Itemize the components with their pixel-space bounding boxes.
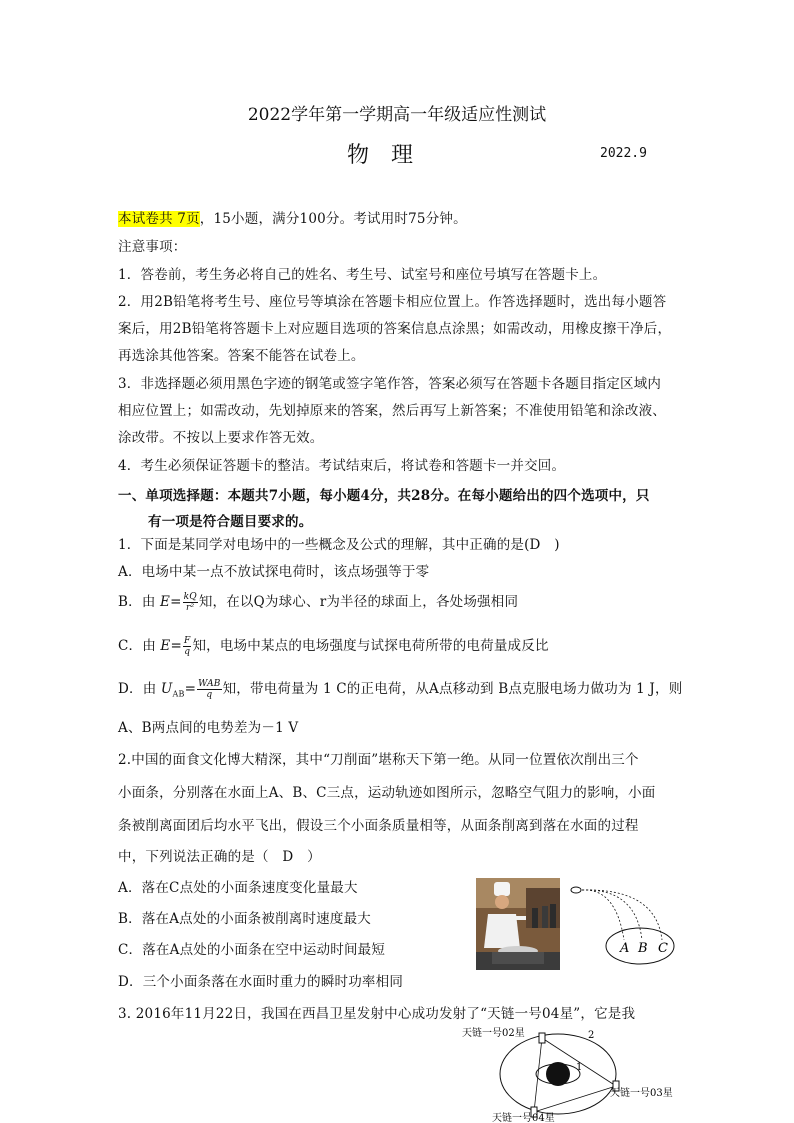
q1-option-d: D．由 $U_{AB}=$ $\frac{\text{WAB}}{q}$ 知，带电荷量为 1 C的正电荷，从A点移动到 B点克服电场力做功为 1 J，则 bbox=[118, 679, 683, 700]
highlighted-text: 本试卷共 7页 bbox=[118, 211, 200, 227]
q2-line4: 中，下列说法正确的是（ D ） bbox=[118, 849, 321, 865]
sat-04-label: 天链一号04星 bbox=[492, 1113, 555, 1123]
q3-line1: 3. 2016年11月22日，我国在西昌卫星发射中心成功发射了“天链一号04星”，它是我 bbox=[118, 1006, 636, 1022]
point-a-label: A bbox=[620, 941, 630, 956]
sat-02-label: 天链一号02星 bbox=[462, 1028, 525, 1039]
note-2-line3: 再选涂其他答案。答案不能答在试卷上。 bbox=[118, 348, 365, 364]
note-3-line3: 涂改带。不按以上要求作答无效。 bbox=[118, 430, 324, 446]
section-heading-line2: 有一项是符合题目要求的。 bbox=[148, 514, 313, 530]
q2-option-b: B．落在A点处的小面条被削离时速度最大 bbox=[118, 911, 371, 927]
point-c-label: C bbox=[658, 941, 668, 956]
note-4: 4．考生必须保证答题卡的整洁。考试结束后，将试卷和答题卡一并交回。 bbox=[118, 458, 566, 474]
intro-line bbox=[118, 207, 467, 227]
section-heading-line1: 一、单项选择题：本题共7小题，每小题4分，共28分。在每小题给出的四个选项中，只 bbox=[118, 488, 650, 504]
q2-option-a: A．落在C点处的小面条速度变化量最大 bbox=[118, 880, 358, 896]
q2-line1: 2.中国的面食文化博大精深，其中“刀削面”堪称天下第一绝。从同一位置依次削出三个 bbox=[118, 752, 639, 768]
q2-option-d: D．三个小面条落在水面时重力的瞬时功率相同 bbox=[118, 974, 404, 990]
intro-rest: ，15小题，满分100分。考试用时75分钟。 bbox=[199, 211, 467, 227]
exam-date: 2022.9 bbox=[600, 146, 647, 161]
note-1: 1．答卷前，考生务必将自己的姓名、考生号、试室号和座位号填写在答题卡上。 bbox=[118, 267, 607, 283]
q1-stem: 1．下面是某同学对电场中的一些概念及公式的理解，其中正确的是(D ) bbox=[118, 537, 560, 553]
note-3-line1: 3．非选择题必须用黑色字迹的钢笔或签字笔作答，答案必须写在答题卡各题目指定区域内 bbox=[118, 376, 662, 392]
q1-option-c: C．由 E= $\frac{F}{q}$ 知，电场中某点的电场强度与试探电荷所带的电荷量成反比 bbox=[118, 636, 549, 657]
notes-heading: 注意事项： bbox=[118, 239, 187, 255]
formula-f-q: $\frac{F}{q}$ bbox=[184, 636, 191, 657]
note-2-line1: 2．用2B铅笔将考生号、座位号等填涂在答题卡相应位置上。作答选择题时，选出每小题答 bbox=[118, 294, 667, 310]
exam-title: 2022学年第一学期高一年级适应性测试 bbox=[247, 105, 547, 125]
q1-option-d-line2: A、B两点间的电势差为－1 V bbox=[118, 720, 299, 736]
q2-option-c: C．落在A点处的小面条在空中运动时间最短 bbox=[118, 942, 386, 958]
formula-kq-r2: $\frac{kQ}{\text{r²}}$ bbox=[183, 592, 197, 613]
orbit-2-label: 2 bbox=[588, 1030, 595, 1041]
sat-03-label: 天链一号03星 bbox=[610, 1088, 673, 1099]
q2-line2: 小面条，分别落在水面上A、B、C三点，运动轨迹如图所示，忽略空气阻力的影响，小面 bbox=[118, 785, 656, 801]
trajectory-figure bbox=[566, 880, 686, 970]
q1-option-a: A．电场中某一点不放试探电荷时，该点场强等于零 bbox=[118, 564, 430, 580]
subject-title: 物理 bbox=[347, 143, 436, 168]
note-3-line2: 相应位置上；如需改动，先划掉原来的答案，然后再写上新答案；不准使用铅笔和涂改液、 bbox=[118, 403, 666, 419]
point-b-label: B bbox=[638, 941, 648, 956]
formula-w-q: $\frac{\text{WAB}}{q}$ bbox=[198, 679, 221, 700]
note-2-line2: 案后，用2B铅笔将答题卡上对应题目选项的答案信息点涂黑；如需改动，用橡皮擦干净后， bbox=[118, 321, 672, 337]
q1-option-b: B．由 E= $\frac{kQ}{\text{r²}}$ 知，在以Q为球心、r为半径的球面上，各处场强相同 bbox=[118, 592, 519, 613]
orbit-figure bbox=[462, 1022, 687, 1123]
orbit-1-label: 1 bbox=[576, 1062, 583, 1073]
q2-line3: 条被削离面团后均水平飞出，假设三个小面条质量相等，从面条削离到落在水面的过程 bbox=[118, 818, 639, 834]
chef-photo bbox=[476, 878, 560, 970]
